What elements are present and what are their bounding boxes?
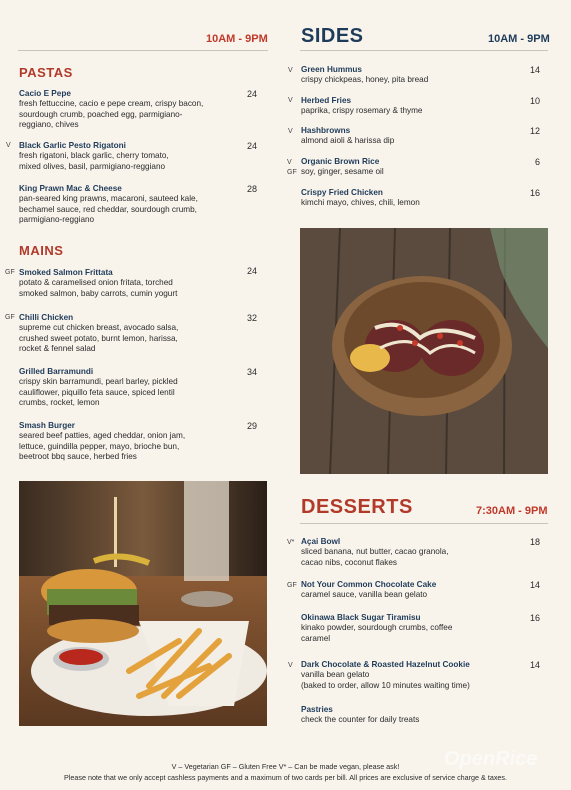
- divider: [18, 50, 268, 51]
- pastas-title: PASTAS: [19, 65, 73, 80]
- item-name: Smash Burger: [19, 421, 75, 430]
- item-desc: supreme cut chicken breast, avocado salsa, crushed sweet potato, burnt lemon, harissa, rocket & fennel salad: [19, 323, 179, 354]
- menu-item: [301, 613, 521, 644]
- diet-tag: GF: [287, 582, 297, 589]
- item-desc: vanilla bean gelato (baked to order, allow 10 minutes waiting time): [301, 670, 470, 690]
- divider: [300, 523, 548, 524]
- item-name: Black Garlic Pesto Rigatoni: [19, 141, 126, 150]
- item-price: 6: [534, 157, 540, 167]
- menu-item: [19, 421, 244, 463]
- item-price: 14: [529, 65, 540, 75]
- watermark-logo: OpenRice: [444, 748, 538, 770]
- left-hours: 10AM - 9PM: [206, 33, 268, 45]
- item-name: Smoked Salmon Frittata: [19, 268, 113, 277]
- menu-item: [301, 65, 521, 86]
- item-desc: fresh fettuccine, cacio e pepe cream, crispy bacon, sourdough crumb, poached egg, parmigiano- reggiano, chives: [19, 99, 204, 130]
- item-name: Not Your Common Chocolate Cake: [301, 580, 437, 589]
- item-price: 16: [529, 188, 540, 198]
- item-name: Herbed Fries: [301, 96, 352, 105]
- item-price: 12: [529, 126, 540, 136]
- menu-item: [301, 126, 521, 147]
- item-price: 14: [529, 660, 540, 670]
- diet-tag: V: [288, 97, 293, 104]
- menu-item: [19, 89, 244, 131]
- desserts-hours: 7:30AM - 9PM: [476, 505, 548, 517]
- diet-tag: V: [288, 128, 293, 135]
- item-desc: potato & caramelised onion fritata, torched smoked salmon, baby carrots, cumin yogurt: [19, 278, 178, 298]
- sides-title: SIDES: [301, 25, 364, 47]
- menu-item: [19, 268, 244, 299]
- item-price: 28: [246, 184, 257, 194]
- item-name: King Prawn Mac & Cheese: [19, 184, 122, 193]
- item-price: 34: [246, 367, 257, 377]
- item-price: 24: [246, 89, 257, 99]
- item-desc: check the counter for daily treats: [301, 715, 420, 725]
- menu-item: [301, 660, 521, 691]
- item-desc: fresh rigatoni, black garlic, cherry tomato, mixed olives, basil, parmigiano-reggiano: [19, 151, 169, 171]
- item-price: 14: [529, 580, 540, 590]
- item-name: Dark Chocolate & Roasted Hazelnut Cookie: [301, 660, 470, 669]
- item-name: Cacio E Pepe: [19, 89, 71, 98]
- item-price: 16: [529, 613, 540, 623]
- menu-item: [301, 188, 521, 209]
- menu-item: [19, 141, 244, 172]
- diet-tag: V GF: [287, 159, 297, 176]
- item-price: 18: [529, 537, 540, 547]
- item-name: Crispy Fried Chicken: [301, 188, 383, 197]
- menu-item: [301, 96, 521, 117]
- item-desc: almond aioli & harissa dip: [301, 136, 395, 146]
- item-desc: kimchi mayo, chives, chili, lemon: [301, 198, 420, 208]
- menu-item: [301, 157, 521, 178]
- item-name: Green Hummus: [301, 65, 362, 74]
- item-desc: kinako powder, sourdough crumbs, coffee caramel: [301, 623, 453, 643]
- item-desc: crispy skin barramundi, pearl barley, pickled cauliflower, piquillo feta sauce, spiced lentil crumbs, rocket, lemon: [19, 377, 178, 408]
- sides-hours: 10AM - 9PM: [488, 33, 550, 45]
- diet-tag: V: [288, 662, 293, 669]
- item-desc: seared beef patties, aged cheddar, onion jam, lettuce, guindilla pepper, mayo, brioche bun, beetroot bbq sauce, herbed fries: [19, 431, 186, 462]
- menu-item: [19, 367, 244, 409]
- divider: [300, 50, 548, 51]
- diet-tag: GF: [5, 314, 15, 321]
- menu-item: [301, 580, 521, 601]
- mains-title: MAINS: [19, 243, 64, 258]
- desserts-title: DESSERTS: [301, 496, 413, 518]
- diet-tag: V: [6, 142, 11, 149]
- item-desc: soy, ginger, sesame oil: [301, 167, 384, 177]
- burger-photo: [19, 481, 267, 726]
- diet-tag: V*: [287, 539, 295, 546]
- item-name: Chilli Chicken: [19, 313, 74, 322]
- diet-tag: GF: [5, 269, 15, 276]
- item-price: 24: [246, 266, 257, 276]
- item-name: Organic Brown Rice: [301, 157, 380, 166]
- menu-item: [19, 184, 244, 226]
- menu-item: [19, 313, 244, 355]
- diet-legend: V – Vegetarian GF – Gluten Free V* – Can be made vegan, please ask!: [171, 762, 400, 771]
- item-name: Okinawa Black Sugar Tiramisu: [301, 613, 421, 622]
- item-price: 24: [246, 141, 257, 151]
- item-desc: caramel sauce, vanilla bean gelato: [301, 590, 428, 600]
- menu-item: [301, 705, 521, 726]
- item-price: 10: [529, 96, 540, 106]
- item-desc: pan-seared king prawns, macaroni, sauteed kale, bechamel sauce, red cheddar, sourdough crumb, parmigiano-reggiano: [19, 194, 198, 225]
- dessert-bowl-photo: [300, 228, 548, 474]
- payment-note: Please note that we only accept cashless payments and a maximum of two cards per bill. All prices are exclusive of service charge & taxes.: [63, 773, 508, 782]
- item-name: Hashbrowns: [301, 126, 351, 135]
- item-name: Pastries: [301, 705, 333, 714]
- item-price: 29: [246, 421, 257, 431]
- item-desc: crispy chickpeas, honey, pita bread: [301, 75, 429, 85]
- item-desc: sliced banana, nut butter, cacao granola, cacao nibs, coconut flakes: [301, 547, 449, 567]
- item-name: Grilled Barramundi: [19, 367, 94, 376]
- menu-item: [301, 537, 521, 568]
- item-desc: paprika, crispy rosemary & thyme: [301, 106, 423, 116]
- diet-tag: V: [288, 67, 293, 74]
- item-price: 32: [246, 313, 257, 323]
- item-name: Açai Bowl: [301, 537, 341, 546]
